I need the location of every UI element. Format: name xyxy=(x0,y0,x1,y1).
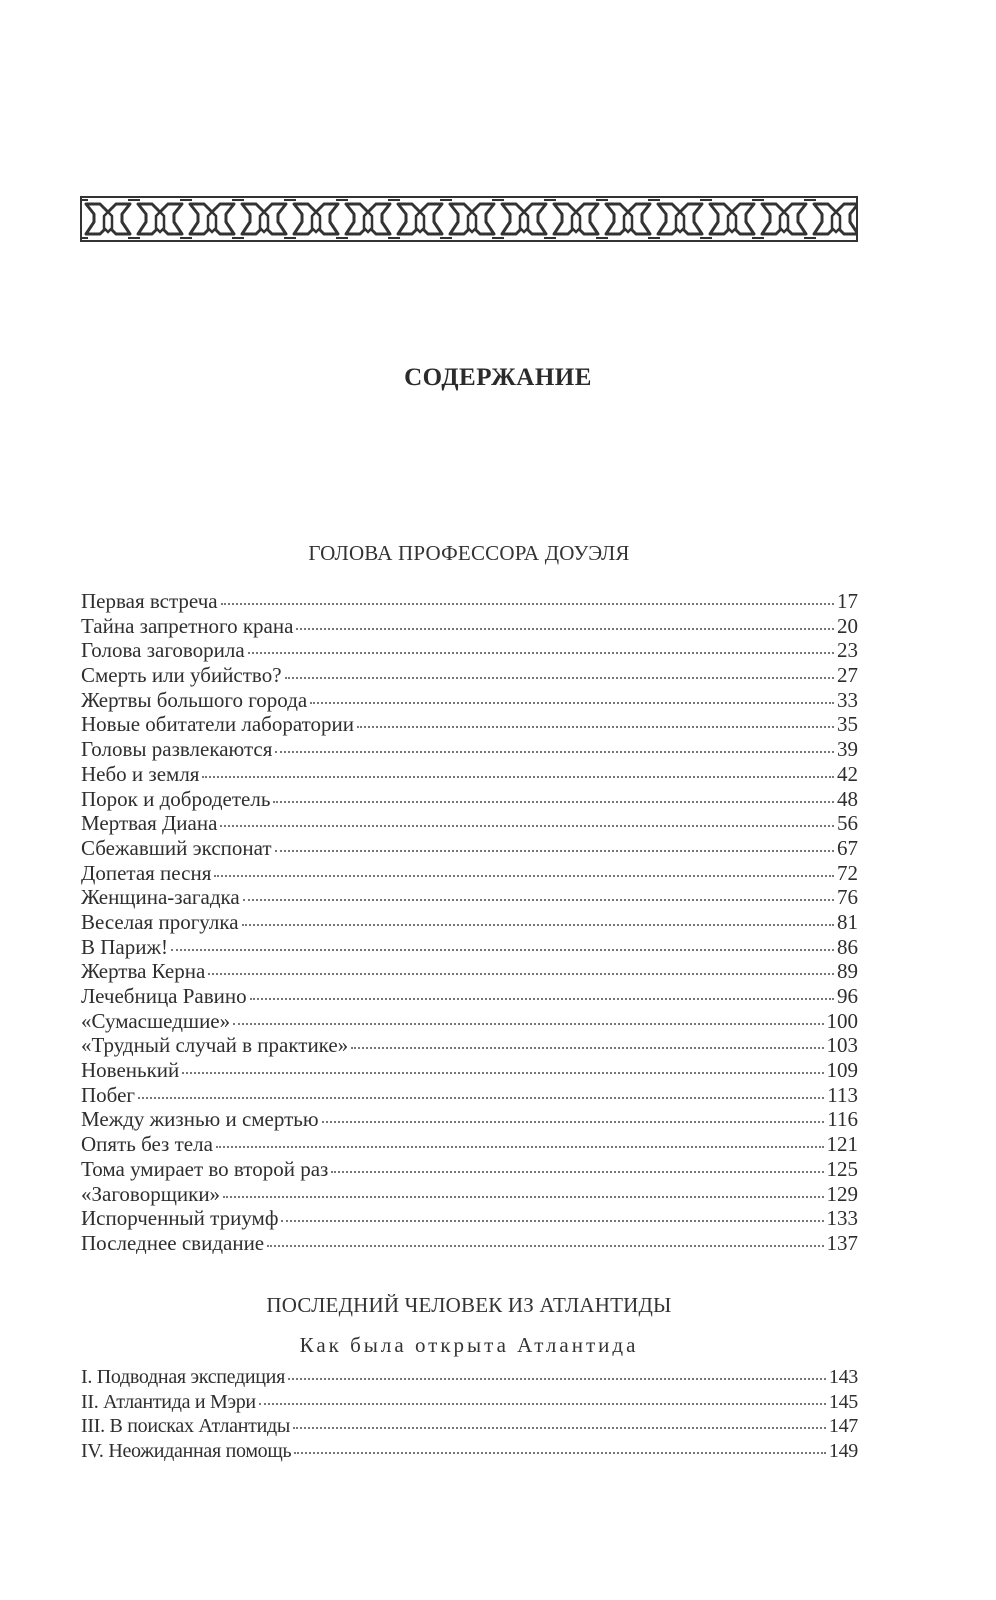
dot-leader xyxy=(216,1145,824,1148)
dot-leader xyxy=(331,1170,823,1173)
toc-entry[interactable]: Головы развлекаются 39 xyxy=(81,737,858,762)
dot-leader xyxy=(138,1096,824,1099)
toc-entry[interactable]: «Заговорщики» 129 xyxy=(81,1181,858,1206)
toc-entry[interactable]: III. В поисках Атлантиды 147 xyxy=(81,1415,858,1438)
dot-leader xyxy=(310,701,834,704)
toc-entry[interactable]: Побег 113 xyxy=(81,1082,858,1107)
dot-leader xyxy=(293,1426,826,1429)
toc-entry[interactable]: Допетая песня 72 xyxy=(81,860,858,885)
toc-entry[interactable]: Жертва Керна 89 xyxy=(81,959,858,984)
toc-entry[interactable]: Последнее свидание 137 xyxy=(81,1230,858,1255)
toc-list-dowell xyxy=(81,589,858,1256)
toc-entry[interactable]: II. Атлантида и Мэри 145 xyxy=(81,1390,858,1413)
dot-leader xyxy=(322,1120,825,1123)
toc-entry[interactable]: Новенький 109 xyxy=(81,1058,858,1083)
dot-leader xyxy=(242,923,834,926)
toc-entry[interactable]: Порок и добродетель 48 xyxy=(81,786,858,811)
dot-leader xyxy=(296,627,834,630)
toc-entry[interactable]: Тома умирает во второй раз 125 xyxy=(81,1156,858,1181)
dot-leader xyxy=(233,1022,823,1025)
ornament-pattern-icon xyxy=(82,198,856,240)
toc-entry[interactable]: I. Подводная экспедиция 143 xyxy=(81,1366,858,1388)
toc-entry[interactable]: Веселая прогулка 81 xyxy=(81,909,858,934)
section-title-atlantis: ПОСЛЕДНИЙ ЧЕЛОВЕК ИЗ АТЛАНТИДЫ xyxy=(266,1293,672,1317)
dot-leader xyxy=(294,1451,826,1454)
toc-entry[interactable]: Мертвая Диана 56 xyxy=(81,811,858,836)
section-subtitle-atlantis: Как была открыта Атлантида xyxy=(299,1333,639,1357)
toc-entry[interactable]: Смерть или убийство? 27 xyxy=(81,663,858,688)
toc-entry[interactable]: Между жизнью и смертью 116 xyxy=(81,1107,858,1132)
knot-band-ornament xyxy=(80,196,858,242)
toc-entry[interactable]: Опять без тела 121 xyxy=(81,1132,858,1157)
dot-leader xyxy=(182,1071,823,1074)
dot-leader xyxy=(250,997,834,1000)
dot-leader xyxy=(220,824,834,827)
toc-entry[interactable]: Женщина-загадка 76 xyxy=(81,885,858,910)
toc-entry[interactable]: Небо и земля 42 xyxy=(81,761,858,786)
dot-leader xyxy=(223,1195,823,1198)
dot-leader xyxy=(285,676,834,679)
page-title: СОДЕРЖАНИЕ xyxy=(404,364,592,391)
dot-leader xyxy=(275,750,834,753)
toc-entry[interactable]: Первая встреча 17 xyxy=(81,589,858,613)
toc-entry[interactable]: «Сумасшедшие» 100 xyxy=(81,1008,858,1033)
toc-entry[interactable]: IV. Неожиданная помощь 149 xyxy=(81,1440,858,1463)
dot-leader xyxy=(171,948,834,951)
dot-leader xyxy=(202,775,834,778)
dot-leader xyxy=(259,1402,826,1405)
dot-leader xyxy=(275,849,834,852)
toc-entry[interactable]: Новые обитатели лаборатории 35 xyxy=(81,712,858,737)
dot-leader xyxy=(351,1046,823,1049)
toc-entry[interactable]: Жертвы большого города 33 xyxy=(81,687,858,712)
dot-leader xyxy=(273,800,834,803)
toc-list-atlantis xyxy=(81,1365,858,1464)
dot-leader xyxy=(214,874,834,877)
toc-entry[interactable]: Испорченный триумф 133 xyxy=(81,1206,858,1231)
dot-leader xyxy=(248,651,834,654)
toc-entry[interactable]: В Париж! 86 xyxy=(81,934,858,959)
dot-leader xyxy=(267,1244,823,1247)
dot-leader xyxy=(243,898,834,901)
dot-leader xyxy=(281,1219,823,1222)
dot-leader xyxy=(357,725,834,728)
toc-entry[interactable]: Лечебница Равино 96 xyxy=(81,984,858,1008)
toc-entry[interactable]: Голова заговорила 23 xyxy=(81,638,858,663)
toc-entry[interactable]: Тайна запретного крана 20 xyxy=(81,613,858,638)
dot-leader xyxy=(288,1377,826,1380)
section-title-dowell: ГОЛОВА ПРОФЕССОРА ДОУЭЛЯ xyxy=(308,541,630,565)
dot-leader xyxy=(221,602,834,605)
toc-entry[interactable]: Сбежавший экспонат 67 xyxy=(81,835,858,860)
dot-leader xyxy=(208,972,834,975)
toc-entry[interactable]: «Трудный случай в практике» 103 xyxy=(81,1033,858,1058)
